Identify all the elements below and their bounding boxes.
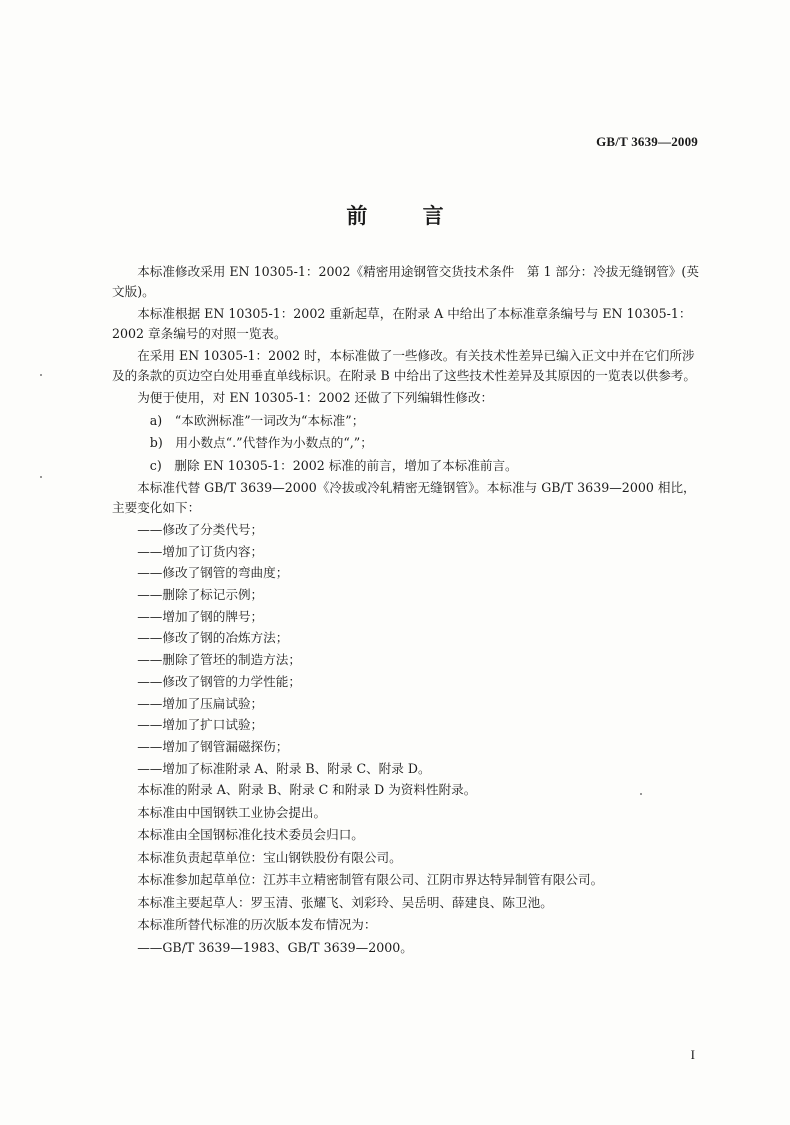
change-item: ——增加了钢的牌号； — [137, 608, 264, 624]
change-item: ——增加了压扁试验； — [137, 695, 264, 711]
change-item: ——增加了扩口试验； — [137, 717, 264, 733]
change-item: ——修改了钢管的弯曲度； — [137, 565, 289, 581]
page-title: 前 言 — [346, 204, 468, 228]
change-item: ——修改了分类代号； — [137, 522, 264, 537]
change-item: ——修改了钢管的力学性能； — [137, 673, 301, 689]
change-item: ——增加了订货内容； — [137, 543, 264, 559]
standard-number: GB/T 3639—2009 — [596, 134, 698, 149]
scan-speck — [40, 476, 42, 478]
change-item: ——删除了管坯的制造方法； — [137, 652, 301, 668]
paragraph: 为便于使用，对 EN 10305-1：2002 还做了下列编辑性修改： — [137, 390, 494, 405]
paragraph: 本标准的附录 A、附录 B、附录 C 和附录 D 为资料性附录。 — [137, 782, 477, 798]
change-item: ——删除了标记示例； — [137, 587, 264, 603]
paragraph: 本标准代替 GB/T 3639—2000《冷拔或冷轧精密无缝钢管》。本标准与 GB/T 3639—2000 相比，主要变化如下： — [112, 480, 696, 515]
scan-speck — [640, 793, 642, 795]
edit-item: b) 用小数点“.”代替作为小数点的“,”； — [149, 435, 373, 450]
change-item: ——增加了标准附录 A、附录 B、附录 C、附录 D。 — [137, 760, 431, 776]
paragraph: 本标准参加起草单位：江苏丰立精密制管有限公司、江阴市界达特异制管有限公司。 — [137, 872, 604, 888]
scan-speck — [40, 374, 42, 376]
paragraph: 本标准所替代标准的历次版本发布情况为： — [137, 917, 377, 933]
paragraph: 本标准根据 EN 10305-1：2002 重新起草，在附录 A 中给出了本标准章条编号与 EN 10305-1：2002 章条编号的对照一览表。 — [112, 306, 692, 341]
paragraph: 在采用 EN 10305-1：2002 时，本标准做了一些修改。有关技术性差异已编入正文中并在它们所涉及的条款的页边空白处用垂直单线标识。在附录 B 中给出了这些技术性差异及其原因的一览表以供参考。 — [112, 348, 696, 383]
history-item: ——GB/T 3639—1983、GB/T 3639—2000。 — [137, 939, 413, 955]
paragraph: 本标准主要起草人：罗玉清、张耀飞、刘彩玲、吴岳明、薛建良、陈卫池。 — [137, 894, 553, 910]
foreword-body — [112, 262, 704, 959]
paragraph: 本标准由中国钢铁工业协会提出。 — [137, 804, 327, 820]
paragraph: 本标准修改采用 EN 10305-1：2002《精密用途钢管交货技术条件 第 1 部分：冷拔无缝钢管》(英文版)。 — [112, 264, 699, 299]
edit-item: a) “本欧洲标准”一词改为“本标准”； — [149, 412, 365, 428]
edit-item: c) 删除 EN 10305-1：2002 标准的前言，增加了本标准前言。 — [149, 457, 518, 473]
change-item: ——增加了钢管漏磁探伤； — [137, 738, 289, 754]
paragraph: 本标准由全国钢标准化技术委员会归口。 — [137, 827, 364, 843]
paragraph: 本标准负责起草单位：宝山钢铁股份有限公司。 — [137, 849, 402, 865]
page-number: I — [690, 1047, 695, 1062]
change-item: ——修改了钢的冶炼方法； — [137, 630, 289, 646]
